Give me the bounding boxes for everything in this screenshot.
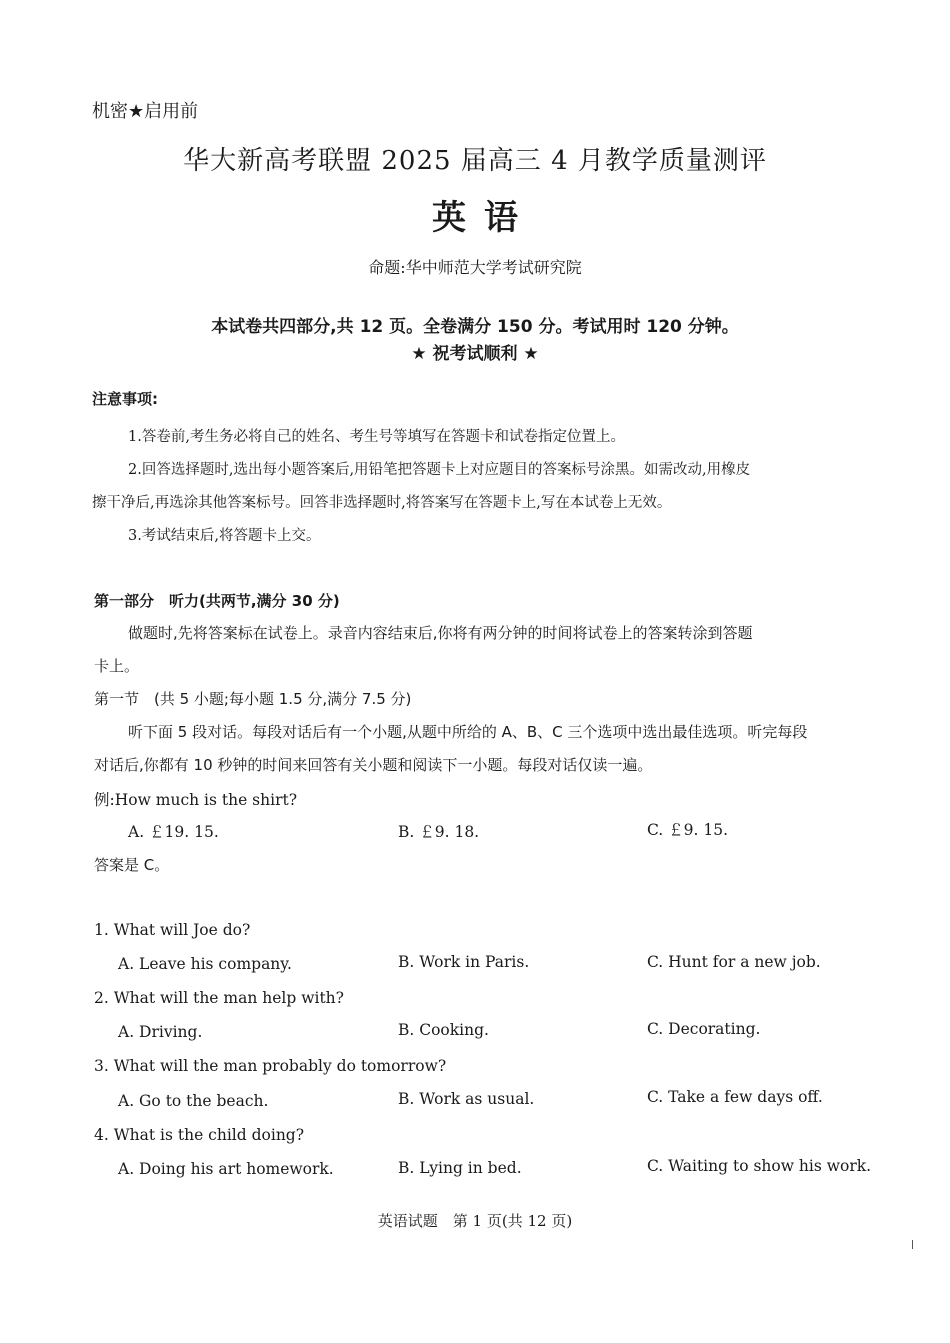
note-item: 1.答卷前,考生务必将自己的姓名、考生号等填写在答题卡和试卷指定位置上。 xyxy=(128,429,625,445)
example-option-a: A. ￡19. 15. xyxy=(128,823,219,841)
example-option-c: C. ￡9. 15. xyxy=(647,821,729,839)
note-item: 2.回答选择题时,选出每小题答案后,用铅笔把答题卡上对应题目的答案标号涂黑。如需改动,用橡皮 xyxy=(128,462,751,478)
question-3-option-c: C. Take a few days off. xyxy=(647,1088,823,1106)
page-footer: 英语试题 第 1 页(共 12 页) xyxy=(377,1212,573,1230)
section1-instructions-continued: 对话后,你都有 10 秒钟的时间来回答有关小题和阅读下一小题。每段对话仅读一遍。 xyxy=(94,756,653,774)
author-line: 命题:华中师范大学考试研究院 xyxy=(368,258,582,277)
example-answer: 答案是 C。 xyxy=(94,856,170,874)
question-1-option-a: A. Leave his company. xyxy=(118,955,292,973)
question-3: 3. What will the man probably do tomorrow? xyxy=(94,1057,447,1075)
question-1-option-b: B. Work in Paris. xyxy=(398,953,530,971)
scan-mark xyxy=(912,1240,913,1249)
section1-instructions: 听下面 5 段对话。每段对话后有一个小题,从题中所给的 A、B、C 三个选项中选出最佳选项。听完每段 xyxy=(128,723,808,741)
question-4-option-a: A. Doing his art homework. xyxy=(118,1160,334,1178)
question-2: 2. What will the man help with? xyxy=(94,989,344,1007)
question-2-option-a: A. Driving. xyxy=(118,1023,203,1041)
note-item-continued: 擦干净后,再选涂其他答案标号。回答非选择题时,将答案写在答题卡上,写在本试卷上无效。 xyxy=(92,495,672,511)
part1-title: 第一部分 听力(共两节,满分 30 分) xyxy=(94,592,340,610)
example-option-b: B. ￡9. 18. xyxy=(398,823,480,841)
section1-title: 第一节 (共 5 小题;每小题 1.5 分,满分 7.5 分) xyxy=(94,690,412,708)
question-4-option-b: B. Lying in bed. xyxy=(398,1159,522,1177)
question-3-option-b: B. Work as usual. xyxy=(398,1090,535,1108)
exam-title: 华大新高考联盟 2025 届高三 4 月教学质量测评 xyxy=(183,146,767,176)
note-item: 3.考试结束后,将答题卡上交。 xyxy=(128,528,321,544)
part1-intro: 做题时,先将答案标在试卷上。录音内容结束后,你将有两分钟的时间将试卷上的答案转涂到答题 xyxy=(128,624,753,642)
exam-info: 本试卷共四部分,共 12 页。全卷满分 150 分。考试用时 120 分钟。 xyxy=(211,317,739,337)
part1-intro-continued: 卡上。 xyxy=(94,657,140,675)
question-3-option-a: A. Go to the beach. xyxy=(118,1092,269,1110)
notes-title: 注意事项: xyxy=(92,390,158,408)
question-4-option-c: C. Waiting to show his work. xyxy=(647,1157,872,1175)
question-4: 4. What is the child doing? xyxy=(94,1126,305,1144)
question-2-option-c: C. Decorating. xyxy=(647,1020,761,1038)
example-question: 例:How much is the shirt? xyxy=(94,791,298,809)
subject-title: 英语 xyxy=(432,198,536,238)
question-2-option-b: B. Cooking. xyxy=(398,1021,489,1039)
question-1-option-c: C. Hunt for a new job. xyxy=(647,953,821,971)
good-luck-line: ★ 祝考试顺利 ★ xyxy=(411,344,539,364)
confidential-label: 机密★启用前 xyxy=(92,101,199,122)
question-1: 1. What will Joe do? xyxy=(94,921,251,939)
